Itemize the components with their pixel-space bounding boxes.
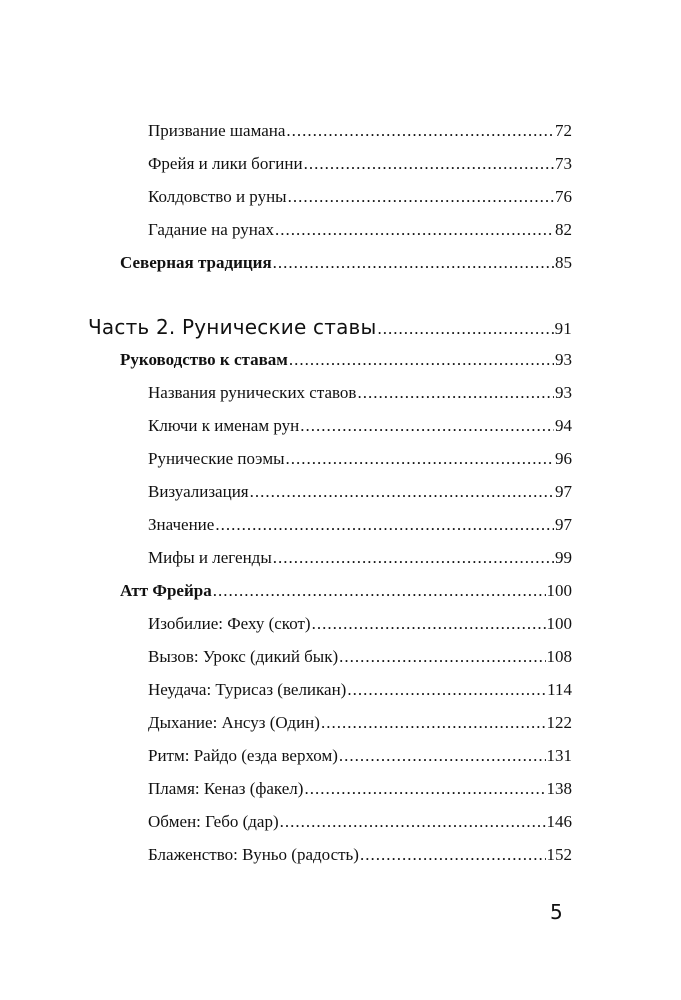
toc-entry <box>148 547 572 569</box>
toc-entry-title: Рунические поэмы <box>148 449 285 468</box>
toc-entry-title: Блаженство: Вуньо (радость) <box>148 845 359 864</box>
toc-entry <box>148 120 572 142</box>
toc-entry-title: Неудача: Турисаз (великан) <box>148 680 347 699</box>
toc-entry-title: Визуализация <box>148 482 249 501</box>
toc-entry-title: Призвание шамана <box>148 121 286 140</box>
toc-entry-title: Названия рунических ставов <box>148 383 357 402</box>
toc-entry-title: Руководство к ставам <box>120 350 288 369</box>
dot-leader <box>339 646 545 668</box>
dot-leader <box>273 252 554 274</box>
dot-leader <box>213 580 546 602</box>
toc-entry-page: 99 <box>555 548 572 567</box>
toc-entry-title: Атт Фрейра <box>120 581 212 600</box>
dot-leader <box>300 415 554 437</box>
toc-entry-title: Дыхание: Ансуз (Один) <box>148 713 320 732</box>
toc-entry-page: 76 <box>555 187 572 206</box>
toc-entry <box>148 679 572 701</box>
toc-entry <box>148 514 572 536</box>
toc-entry-page: 85 <box>555 253 572 272</box>
toc-entry <box>148 448 572 470</box>
toc-entry-title: Ритм: Райдо (езда верхом) <box>148 746 338 765</box>
toc-entry-page: 152 <box>546 845 572 864</box>
dot-leader <box>288 186 554 208</box>
toc-entry-page: 131 <box>546 746 572 765</box>
toc-entry-title: Гадание на рунах <box>148 220 274 239</box>
toc-entry-page: 97 <box>555 482 572 501</box>
dot-leader <box>304 153 554 175</box>
toc-entry <box>148 186 572 208</box>
toc-entry-page: 97 <box>555 515 572 534</box>
toc-section-entry <box>120 252 572 274</box>
toc-entry <box>148 712 572 734</box>
dot-leader <box>286 120 554 142</box>
toc-entry <box>148 481 572 503</box>
toc-entry-page: 91 <box>554 319 572 338</box>
toc-entry-title: Изобилие: Феху (скот) <box>148 614 311 633</box>
toc-entry-title: Колдовство и руны <box>148 187 287 206</box>
toc-entry <box>148 219 572 241</box>
toc-entry <box>148 613 572 635</box>
toc-section-entry <box>120 580 572 602</box>
dot-leader <box>339 745 546 767</box>
toc-entry-title: Обмен: Гебо (дар) <box>148 812 279 831</box>
dot-leader <box>357 382 554 404</box>
dot-leader <box>347 679 546 701</box>
toc-section-entry <box>120 349 572 371</box>
toc-entry-title: Значение <box>148 515 215 534</box>
toc-entry-page: 114 <box>547 680 572 699</box>
toc-entry <box>148 811 572 833</box>
toc-entry <box>148 745 572 767</box>
toc-entry-title: Фрейя и лики богини <box>148 154 303 173</box>
toc-entry <box>148 844 572 866</box>
toc-entry-title: Пламя: Кеназ (факел) <box>148 779 304 798</box>
toc-entry-title: Северная традиция <box>120 253 272 272</box>
toc-entry-title: Ключи к именам рун <box>148 416 300 435</box>
toc-part-title: Часть 2. Рунические ставы <box>88 315 377 339</box>
toc-entry-page: 100 <box>546 581 572 600</box>
dot-leader <box>286 448 555 470</box>
toc-entry-page: 94 <box>555 416 572 435</box>
toc-entry-page: 96 <box>555 449 572 468</box>
toc-entry-page: 100 <box>546 614 572 633</box>
toc-entry <box>148 382 572 404</box>
toc-entry-page: 146 <box>546 812 572 831</box>
toc-entry-title: Вызов: Урокс (дикий бык) <box>148 647 339 666</box>
toc-entry-page: 93 <box>555 350 572 369</box>
dot-leader <box>289 349 554 371</box>
dot-leader <box>360 844 546 866</box>
dot-leader <box>312 613 546 635</box>
toc-entry <box>148 153 572 175</box>
dot-leader <box>321 712 546 734</box>
toc-entry-page: 108 <box>546 647 572 666</box>
toc-entry-page: 72 <box>555 121 572 140</box>
toc-entry-page: 82 <box>555 220 572 239</box>
dot-leader <box>250 481 554 503</box>
toc-entry <box>148 415 572 437</box>
toc-entry-title: Мифы и легенды <box>148 548 272 567</box>
page-number: 5 <box>550 900 563 924</box>
dot-leader <box>215 514 554 536</box>
toc-entry <box>148 646 572 668</box>
toc-entry-page: 122 <box>546 713 572 732</box>
dot-leader <box>304 778 545 800</box>
dot-leader <box>273 547 554 569</box>
dot-leader <box>378 318 554 340</box>
toc-entry <box>148 778 572 800</box>
dot-leader <box>280 811 546 833</box>
toc-entry-page: 138 <box>546 779 572 798</box>
dot-leader <box>275 219 554 241</box>
toc-entry-page: 93 <box>555 383 572 402</box>
toc-part-entry <box>88 316 572 340</box>
toc-entry-page: 73 <box>555 154 572 173</box>
